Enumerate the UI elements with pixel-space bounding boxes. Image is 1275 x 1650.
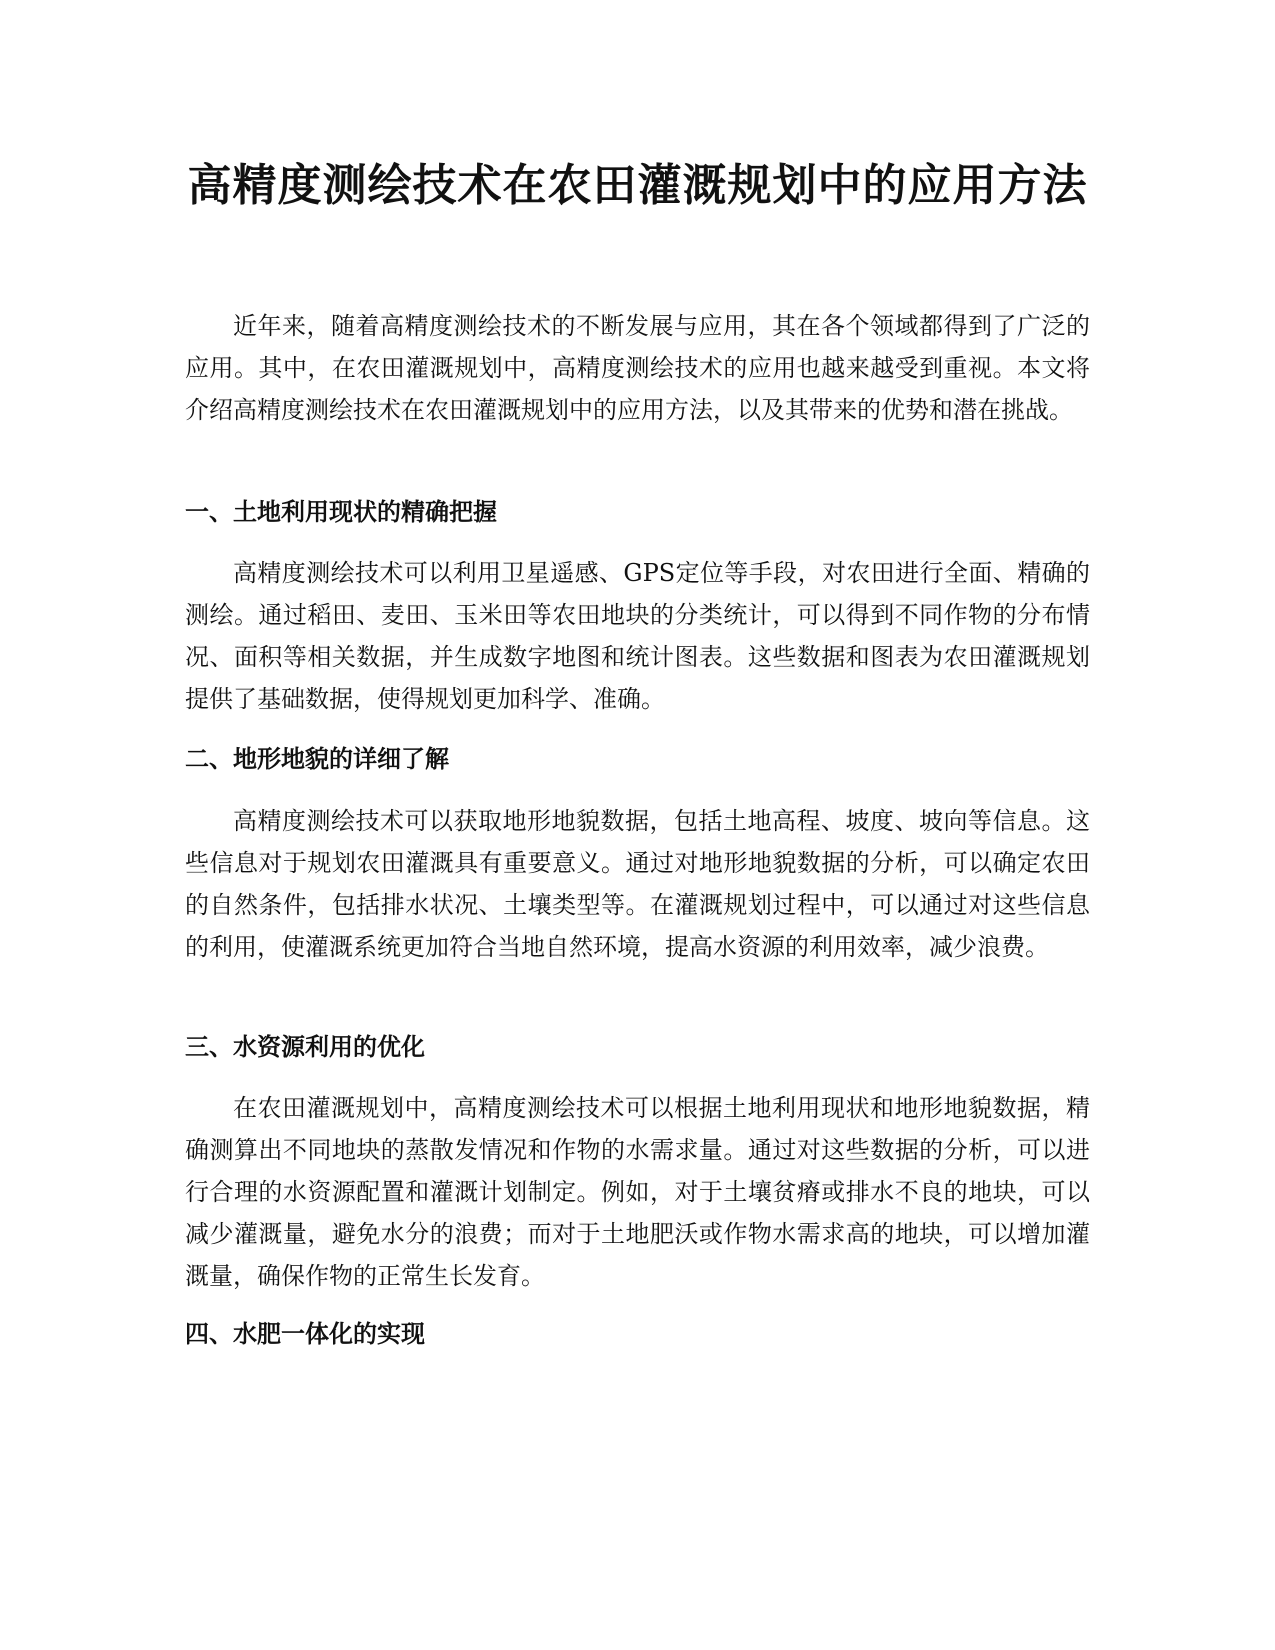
document-title: 高精度测绘技术在农田灌溉规划中的应用方法 bbox=[187, 160, 1088, 211]
section-body-land-use: 高精度测绘技术可以利用卫星遥感、GPS定位等手段，对农田进行全面、精确的测绘。通过稻田、麦田、玉米田等农田地块的分类统计，可以得到不同作物的分布情况、面积等相关数据，并生成数字地图和统计图表。这些数据和图表为农田灌溉规划提供了基础数据，使得规划更加科学、准确。 bbox=[185, 559, 1090, 713]
section-heading-fertigation: 四、水肥一体化的实现 bbox=[185, 1320, 425, 1348]
section-heading-land-use: 一、土地利用现状的精确把握 bbox=[185, 498, 497, 526]
section-body-water-resources: 在农田灌溉规划中，高精度测绘技术可以根据土地利用现状和地形地貌数据，精确测算出不同地块的蒸散发情况和作物的水需求量。通过对这些数据的分析，可以进行合理的水资源配置和灌溉计划制定。例如，对于土壤贫瘠或排水不良的地块，可以减少灌溉量，避免水分的浪费；而对于土地肥沃或作物水需求高的地块，可以增加灌溉量，确保作物的正常生长发育。 bbox=[185, 1094, 1090, 1290]
section-heading-terrain: 二、地形地貌的详细了解 bbox=[185, 745, 449, 773]
section-body-terrain: 高精度测绘技术可以获取地形地貌数据，包括土地高程、坡度、坡向等信息。这些信息对于规划农田灌溉具有重要意义。通过对地形地貌数据的分析，可以确定农田的自然条件，包括排水状况、土壤类型等。在灌溉规划过程中，可以通过对这些信息的利用，使灌溉系统更加符合当地自然环境，提高水资源的利用效率，减少浪费。 bbox=[185, 807, 1090, 961]
section-heading-water-resources: 三、水资源利用的优化 bbox=[185, 1033, 425, 1061]
intro-paragraph: 近年来，随着高精度测绘技术的不断发展与应用，其在各个领域都得到了广泛的应用。其中，在农田灌溉规划中，高精度测绘技术的应用也越来越受到重视。本文将介绍高精度测绘技术在农田灌溉规划中的应用方法，以及其带来的优势和潜在挑战。 bbox=[185, 312, 1090, 424]
